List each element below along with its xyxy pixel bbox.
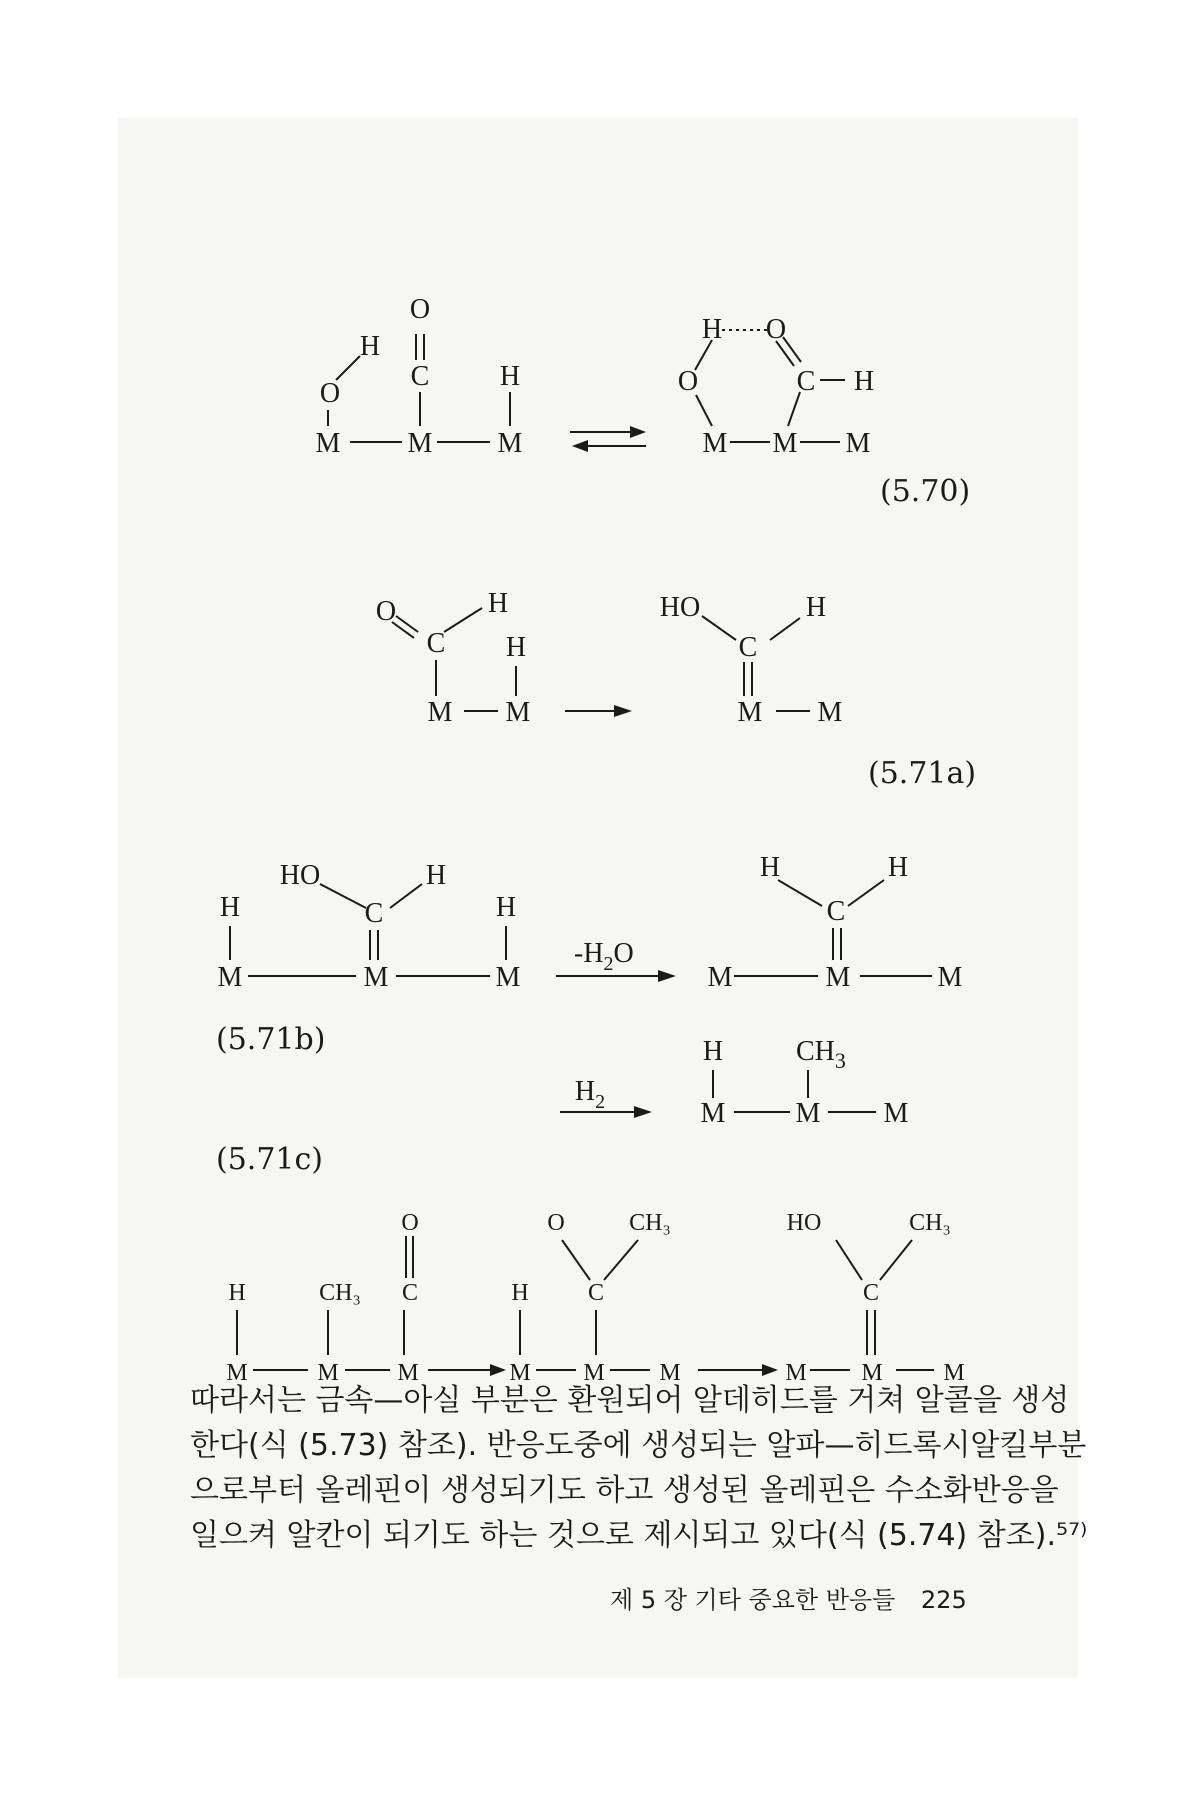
atom-M: M — [226, 1360, 248, 1386]
atom-M: M — [495, 962, 521, 993]
atom-HO: HO — [659, 592, 701, 623]
atom-O: O — [375, 596, 397, 627]
body-paragraph — [190, 1378, 1088, 1558]
atom-O: O — [765, 314, 787, 345]
atom-M: M — [497, 428, 523, 459]
atom-H: H — [702, 1036, 724, 1067]
atom-M: M — [583, 1360, 605, 1386]
minus-h2o-label: $-H_2O$ — [574, 938, 634, 975]
atom-C: C — [738, 632, 758, 663]
atom-O: O — [547, 1210, 565, 1236]
ch3-group: CH₃ — [319, 1280, 361, 1306]
atom-M: M — [772, 428, 798, 459]
atom-M: M — [707, 962, 733, 993]
atom-M: M — [817, 697, 843, 728]
scheme-5-73-bonds — [237, 1236, 934, 1376]
page-number: 225 — [920, 1586, 967, 1614]
atom-H: H — [495, 892, 517, 923]
atom-H: H — [853, 366, 875, 397]
page-footer — [610, 1580, 967, 1615]
atom-M: M — [937, 962, 963, 993]
paragraph-line: 따라서는 금속—아실 부분은 환원되어 알데히드를 거쳐 알콜을 생성 — [190, 1383, 1070, 1418]
atom-H: H — [759, 852, 781, 883]
atom-M: M — [217, 962, 243, 993]
atom-O: O — [319, 378, 341, 409]
atom-M: M — [397, 1360, 419, 1386]
hydrogenation-atoms — [575, 1036, 909, 1129]
atom-M: M — [427, 697, 453, 728]
scheme-5-71a — [376, 588, 843, 728]
atom-C: C — [862, 1280, 880, 1306]
atom-HO: HO — [279, 860, 321, 891]
scheme-5-73-atoms — [226, 1210, 964, 1386]
equation-number-5-71a: (5.71a) — [868, 756, 977, 791]
atom-H: H — [425, 860, 447, 891]
atom-H: H — [805, 592, 827, 623]
paragraph-line: 으로부터 올레핀이 생성되기도 하고 생성된 올레핀은 수소화반응을 — [190, 1473, 1059, 1508]
atom-H: H — [887, 852, 909, 883]
atom-H: H — [359, 331, 381, 362]
equation-number-5-71b: (5.71b) — [216, 1022, 326, 1057]
atom-M: M — [509, 1360, 531, 1386]
atom-M: M — [363, 962, 389, 993]
atom-M: M — [317, 1360, 339, 1386]
scheme-5-70-atoms — [316, 294, 875, 459]
paragraph-line: 일으켜 알칸이 되기도 하는 것으로 제시되고 있다(식 (5.74) 참조).⁵⁷⁾ — [190, 1518, 1088, 1553]
scheme-5-73 — [226, 1210, 964, 1386]
atom-M: M — [737, 697, 763, 728]
atom-M: M — [825, 962, 851, 993]
ch3-group: CH₃ — [629, 1210, 671, 1236]
atom-C: C — [826, 896, 846, 927]
paragraph-line: 한다(식 (5.73) 참조). 반응도중에 생성되는 알파—히드록시알킬부분 — [190, 1428, 1087, 1463]
atom-M: M — [845, 428, 871, 459]
atom-M: M — [700, 1098, 726, 1129]
ch3-group: $CH_3$ — [796, 1036, 846, 1073]
atom-M: M — [702, 428, 728, 459]
atom-M: M — [505, 697, 531, 728]
atom-C: C — [796, 366, 816, 397]
atom-H: H — [701, 314, 723, 345]
atom-H: H — [505, 632, 527, 663]
atom-M: M — [407, 428, 433, 459]
atom-C: C — [410, 361, 430, 392]
atom-M: M — [785, 1360, 807, 1386]
atom-H: H — [228, 1280, 246, 1306]
atom-O: O — [677, 366, 699, 397]
atom-M: M — [943, 1360, 965, 1386]
atom-C: C — [364, 898, 384, 929]
atom-O: O — [409, 294, 431, 325]
scheme-5-70 — [316, 294, 875, 459]
atom-H: H — [511, 1280, 529, 1306]
chapter-title: 제 5 장 기타 중요한 반응들 — [610, 1586, 896, 1614]
scheme-5-71b — [218, 852, 963, 993]
h2-label: $H_2$ — [574, 1076, 606, 1113]
atom-C: C — [587, 1280, 605, 1306]
atom-C: C — [401, 1280, 419, 1306]
atom-M: M — [659, 1360, 681, 1386]
scheme-5-71b-atoms — [218, 852, 963, 993]
atom-M: M — [315, 428, 341, 459]
atom-C: C — [426, 628, 446, 659]
scheme-5-71a-atoms — [376, 588, 843, 728]
atom-H: H — [499, 361, 521, 392]
atom-H: H — [487, 588, 509, 619]
scheme-5-71b-hydrogenation — [560, 1036, 909, 1129]
atom-M: M — [861, 1360, 883, 1386]
equation-number-5-70: (5.70) — [880, 474, 971, 509]
ch3-group: CH₃ — [909, 1210, 951, 1236]
atom-M: M — [883, 1098, 909, 1129]
equation-number-5-71c: (5.71c) — [216, 1142, 324, 1177]
atom-HO: HO — [786, 1210, 822, 1236]
atom-M: M — [795, 1098, 821, 1129]
atom-H: H — [219, 892, 241, 923]
scheme-5-70-bonds — [328, 330, 845, 452]
atom-O: O — [401, 1210, 419, 1236]
